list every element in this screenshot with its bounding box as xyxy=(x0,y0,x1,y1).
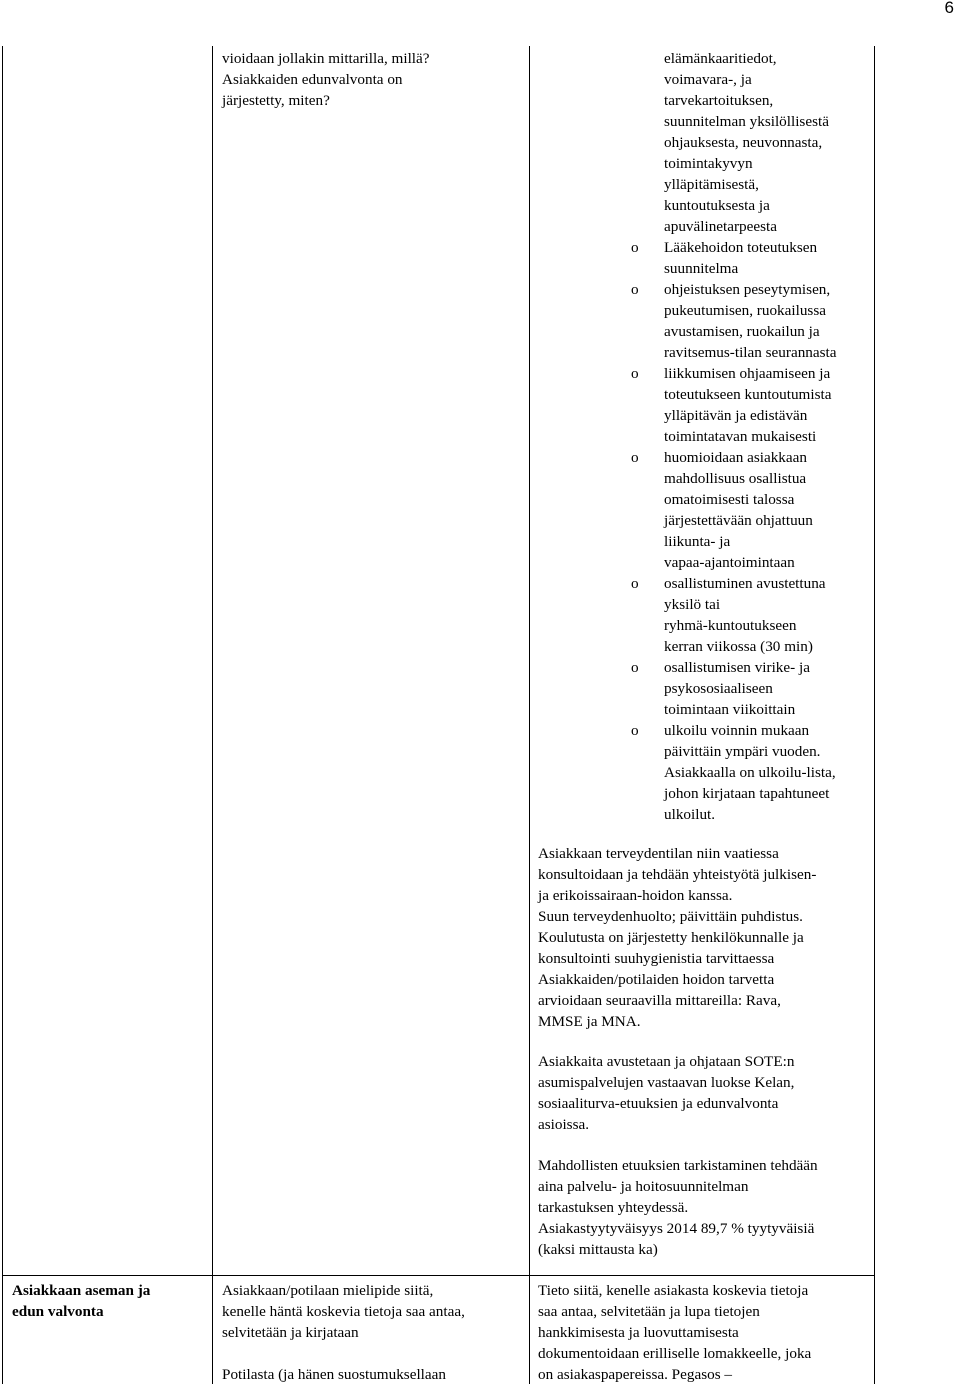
text-line: järjestetty, miten? xyxy=(222,92,330,109)
text-line: Asiakkaan terveydentilan niin vaatiessa xyxy=(538,845,779,862)
text-line: arvioidaan seuraavilla mittareilla: Rava, xyxy=(538,992,781,1009)
bullet-text: ohjeistuksen peseytymisen, xyxy=(664,281,831,298)
text-line: vioidaan jollakin mittarilla, millä? xyxy=(222,50,430,67)
bullet-marker: o xyxy=(631,281,639,298)
bullet-text: pukeutumisen, ruokailussa xyxy=(664,302,826,319)
table-row-separator xyxy=(2,1275,875,1276)
bullet-marker: o xyxy=(631,449,639,466)
bullet-text: liikkumisen ohjaamiseen ja xyxy=(664,365,831,382)
bullet-marker: o xyxy=(631,575,639,592)
text-line: Koulutusta on järjestetty henkilökunnalle ja xyxy=(538,929,804,946)
bullet-text: huomioidaan asiakkaan xyxy=(664,449,807,466)
bullet-text: kerran viikossa (30 min) xyxy=(664,638,813,655)
page-number: 6 xyxy=(944,0,954,17)
text-line: konsultointi suuhygienistia tarvittaessa xyxy=(538,950,775,967)
text-line: sosiaaliturva-etuuksien ja edunvalvonta xyxy=(538,1095,779,1112)
text-line: Asiakkaan/potilaan mielipide siitä, xyxy=(222,1282,434,1299)
text-line: aina palvelu- ja hoitosuunnitelman xyxy=(538,1178,749,1195)
bullet-marker: o xyxy=(631,722,639,739)
text-line: kenelle häntä koskevia tietoja saa antaa, xyxy=(222,1303,465,1320)
bullet-text: ulkoilu voinnin mukaan xyxy=(664,722,810,739)
bullet-text: vapaa-ajantoimintaan xyxy=(664,554,795,571)
table-border-left xyxy=(2,46,3,1384)
bullet-text: omatoimisesti talossa xyxy=(664,491,795,508)
text-line: suunnitelman yksilöllisestä xyxy=(664,113,829,130)
bullet-text: toteutukseen kuntoutumista xyxy=(664,386,832,403)
text-line: Asiakkaiden/potilaiden hoidon tarvetta xyxy=(538,971,775,988)
text-line: Asiakkaiden edunvalvonta on xyxy=(222,71,403,88)
bullet-marker: o xyxy=(631,365,639,382)
bullet-text: ravitsemus-tilan seurannasta xyxy=(664,344,837,361)
text-line: konsultoidaan ja tehdään yhteistyötä julkisen- xyxy=(538,866,817,883)
bullet-text: psykososiaaliseen xyxy=(664,680,773,697)
bullet-text: suunnitelma xyxy=(664,260,739,277)
text-line: apuvälinetarpeesta xyxy=(664,218,778,235)
text-line: (kaksi mittausta ka) xyxy=(538,1241,658,1258)
text-line: on asiakaspapereissa. Pegasos – xyxy=(538,1366,733,1383)
bullet-text: Asiakkaalla on ulkoilu-lista, xyxy=(664,764,836,781)
bullet-text: järjestettävään ohjattuun xyxy=(664,512,813,529)
bullet-text: ulkoilut. xyxy=(664,806,716,823)
text-line: Potilasta (ja hänen suostumuksellaan xyxy=(222,1366,446,1383)
text-line: toimintakyvyn xyxy=(664,155,753,172)
bullet-text: osallistuminen avustettuna xyxy=(664,575,826,592)
bullet-marker: o xyxy=(631,239,639,256)
bullet-text: liikunta- ja xyxy=(664,533,731,550)
row-heading: Asiakkaan aseman ja xyxy=(12,1282,151,1299)
text-line: ja erikoissairaan-hoidon kanssa. xyxy=(538,887,733,904)
text-line: kuntoutuksesta ja xyxy=(664,197,770,214)
text-line: asumispalvelujen vastaavan luokse Kelan, xyxy=(538,1074,795,1091)
bullet-marker: o xyxy=(631,659,639,676)
bullet-text: päivittäin ympäri vuoden. xyxy=(664,743,821,760)
bullet-text: ryhmä-kuntoutukseen xyxy=(664,617,797,634)
text-line: hankkimisesta ja luovuttamisesta xyxy=(538,1324,739,1341)
bullet-text: yksilö tai xyxy=(664,596,721,613)
bullet-text: mahdollisuus osallistua xyxy=(664,470,807,487)
bullet-text: osallistumisen virike- ja xyxy=(664,659,810,676)
text-line: Asiakkaita avustetaan ja ohjataan SOTE:n xyxy=(538,1053,795,1070)
table-border-right xyxy=(874,46,875,1384)
bullet-text: avustamisen, ruokailun ja xyxy=(664,323,820,340)
text-line: asioissa. xyxy=(538,1116,590,1133)
text-line: tarvekartoituksen, xyxy=(664,92,774,109)
text-line: elämänkaaritiedot, xyxy=(664,50,777,67)
bullet-text: toimintatavan mukaisesti xyxy=(664,428,817,445)
row-heading: edun valvonta xyxy=(12,1303,104,1320)
table-border-col2-right xyxy=(529,46,530,1384)
bullet-text: Lääkehoidon toteutuksen xyxy=(664,239,818,256)
text-line: selvitetään ja kirjataan xyxy=(222,1324,359,1341)
text-line: ylläpitämisestä, xyxy=(664,176,759,193)
bullet-text: ylläpitävän ja edistävän xyxy=(664,407,808,424)
text-line: Tieto siitä, kenelle asiakasta koskevia tietoja xyxy=(538,1282,809,1299)
text-line: voimavara-, ja xyxy=(664,71,752,88)
text-line: saa antaa, selvitetään ja lupa tietojen xyxy=(538,1303,760,1320)
bullet-text: toimintaan viikoittain xyxy=(664,701,796,718)
bullet-text: johon kirjataan tapahtuneet xyxy=(664,785,830,802)
table-border-col1-right xyxy=(212,46,213,1384)
text-line: MMSE ja MNA. xyxy=(538,1013,641,1030)
text-line: Asiakastyytyväisyys 2014 89,7 % tyytyväisiä xyxy=(538,1220,815,1237)
text-line: dokumentoidaan erilliselle lomakkeelle, joka xyxy=(538,1345,812,1362)
text-line: Mahdollisten etuuksien tarkistaminen tehdään xyxy=(538,1157,818,1174)
text-line: ohjauksesta, neuvonnasta, xyxy=(664,134,823,151)
text-line: Suun terveydenhuolto; päivittäin puhdistus. xyxy=(538,908,803,925)
text-line: tarkastuksen yhteydessä. xyxy=(538,1199,689,1216)
